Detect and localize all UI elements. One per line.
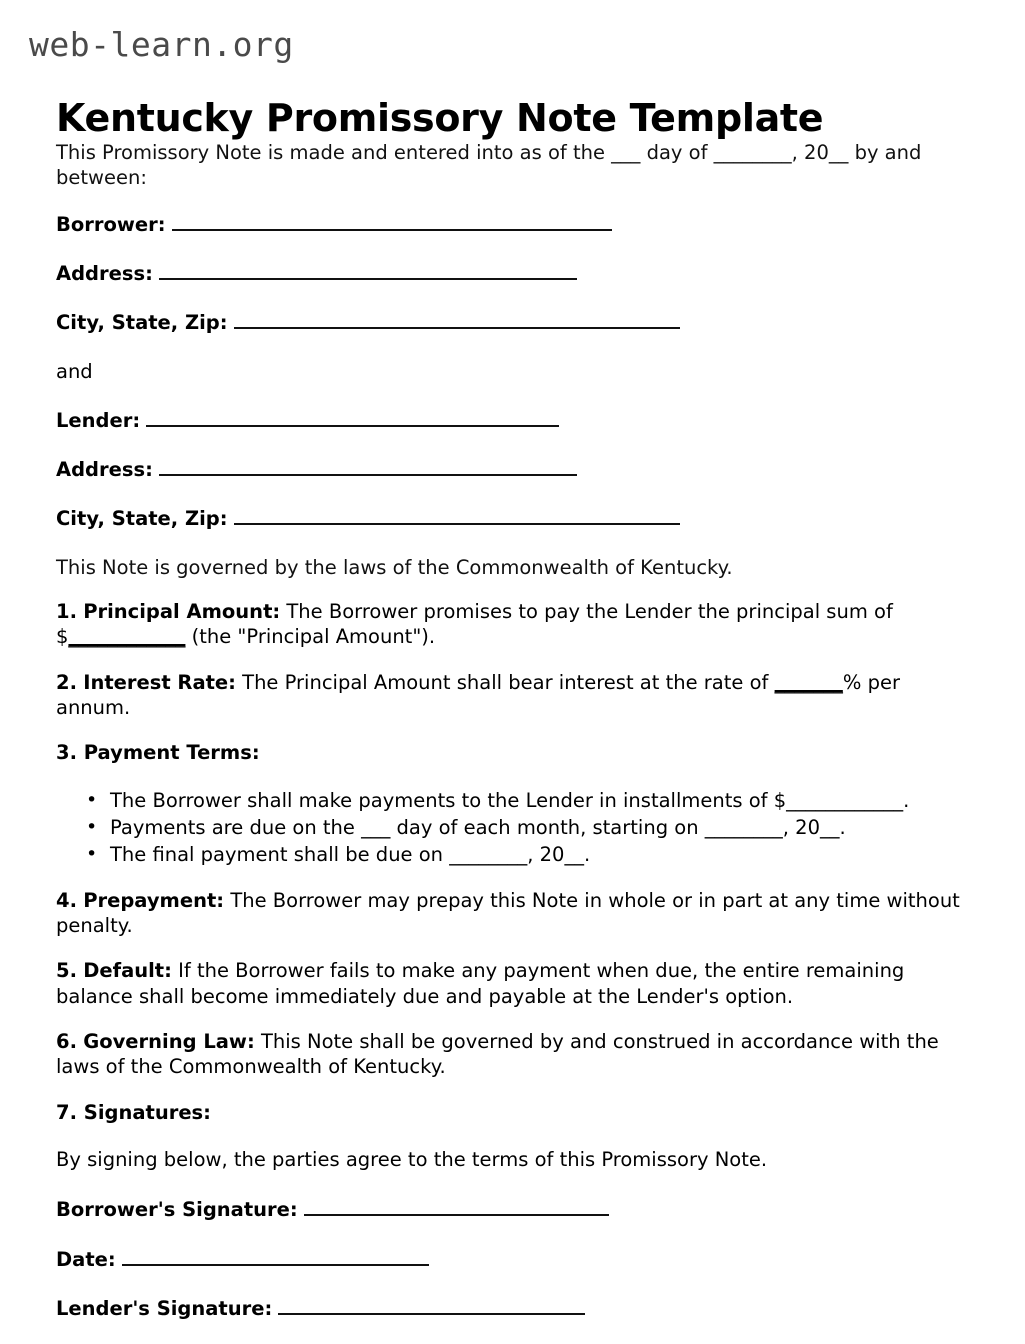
clause-payment-terms-heading xyxy=(56,740,968,765)
clause-signatures-heading xyxy=(56,1100,968,1125)
clause-1-text-after: (the "Principal Amount"). xyxy=(185,625,436,649)
conjunction-text: and xyxy=(56,359,93,383)
parties-conjunction xyxy=(56,359,968,384)
lender-name-blank[interactable] xyxy=(146,407,559,427)
clause-2-number: 2. xyxy=(56,670,77,694)
lender-name-label: Lender: xyxy=(56,408,141,432)
lender-address-blank[interactable] xyxy=(159,456,577,476)
clause-3-heading: Payment Terms: xyxy=(83,741,260,765)
governing-statement: This Note is governed by the laws of the Commonwealth of Kentucky. xyxy=(56,555,733,579)
clause-4-number: 4. xyxy=(56,888,77,912)
clause-1-blank[interactable]: ____________ xyxy=(68,625,186,649)
clause-1-heading: Principal Amount: xyxy=(83,600,281,624)
clause-4-heading: Prepayment: xyxy=(83,888,225,912)
borrower-address-blank[interactable] xyxy=(159,260,577,280)
list-item: • The final payment shall be due on ________, 20__. xyxy=(110,842,968,868)
borrower-signature-blank[interactable] xyxy=(304,1196,609,1216)
clause-3-number: 3. xyxy=(56,741,77,765)
intro-paragraph-block xyxy=(56,140,968,191)
payment-terms-list xyxy=(56,788,968,868)
list-item: • The Borrower shall make payments to the Lender in installments of $____________. xyxy=(110,788,968,814)
clause-2-heading: Interest Rate: xyxy=(83,670,236,694)
borrower-city-state-zip-label: City, State, Zip: xyxy=(56,311,228,335)
field-lender-city-state-zip xyxy=(56,505,968,531)
governing-statement-block xyxy=(56,555,968,580)
list-item: • Payments are due on the ___ day of each month, starting on ________, 20__. xyxy=(110,815,968,841)
lender-city-state-zip-label: City, State, Zip: xyxy=(56,507,228,531)
field-lender-name xyxy=(56,407,968,433)
clause-6-text: This Note shall be governed by and construed in accordance with the laws of the Commonwealth of Kentucky. xyxy=(56,1029,939,1079)
field-borrower-address xyxy=(56,260,968,286)
clause-7-heading: Signatures: xyxy=(83,1100,211,1124)
field-borrower-city-state-zip xyxy=(56,309,968,335)
signature-intro: By signing below, the parties agree to the terms of this Promissory Note. xyxy=(56,1147,768,1171)
lender-address-label: Address: xyxy=(56,458,153,482)
signature-date-label: Date: xyxy=(56,1247,116,1271)
page-title: Kentucky Promissory Note Template xyxy=(56,96,824,141)
site-watermark: web-learn.org xyxy=(29,25,294,64)
clause-2-text-after: % per annum. xyxy=(56,670,900,720)
clause-2-blank[interactable]: _______ xyxy=(774,670,843,694)
borrower-city-state-zip-blank[interactable] xyxy=(234,309,680,329)
field-borrower-name xyxy=(56,211,968,237)
signature-date-blank[interactable] xyxy=(122,1246,429,1266)
intro-paragraph: This Promissory Note is made and entered into as of the ___ day of ________, 20__ by and between: xyxy=(56,141,922,190)
clause-1-text-before: The Borrower promises to pay the Lender the principal sum of $ xyxy=(56,600,893,649)
clause-5-text: If the Borrower fails to make any payment when due, the entire remaining balance shall become immediately due and payable at the Lender's option. xyxy=(56,959,905,1008)
field-lender-signature xyxy=(56,1295,968,1321)
lender-signature-blank[interactable] xyxy=(278,1295,585,1315)
clause-4-text: The Borrower may prepay this Note in whole or in part at any time without penalty. xyxy=(56,888,960,937)
clause-interest-rate xyxy=(56,670,968,721)
clause-default xyxy=(56,958,968,1009)
field-borrower-signature xyxy=(56,1196,968,1222)
clause-principal-amount xyxy=(56,599,968,650)
clause-6-heading: Governing Law: xyxy=(83,1029,255,1053)
clause-prepayment xyxy=(56,888,968,939)
clause-2-text-before: The Principal Amount shall bear interest at the rate of xyxy=(242,670,775,694)
clause-6-number: 6. xyxy=(56,1029,77,1053)
field-signature-date xyxy=(56,1246,968,1272)
clause-governing-law xyxy=(56,1029,968,1080)
borrower-signature-label: Borrower's Signature: xyxy=(56,1198,298,1222)
clause-1-number: 1. xyxy=(56,600,77,624)
lender-city-state-zip-blank[interactable] xyxy=(234,505,680,525)
field-lender-address xyxy=(56,456,968,482)
document-body xyxy=(56,140,968,1344)
clause-5-heading: Default: xyxy=(83,959,172,983)
clause-5-number: 5. xyxy=(56,959,77,983)
lender-signature-label: Lender's Signature: xyxy=(56,1296,273,1320)
borrower-name-blank[interactable] xyxy=(172,211,612,231)
clause-7-number: 7. xyxy=(56,1100,77,1124)
borrower-address-label: Address: xyxy=(56,261,153,285)
borrower-name-label: Borrower: xyxy=(56,212,166,236)
